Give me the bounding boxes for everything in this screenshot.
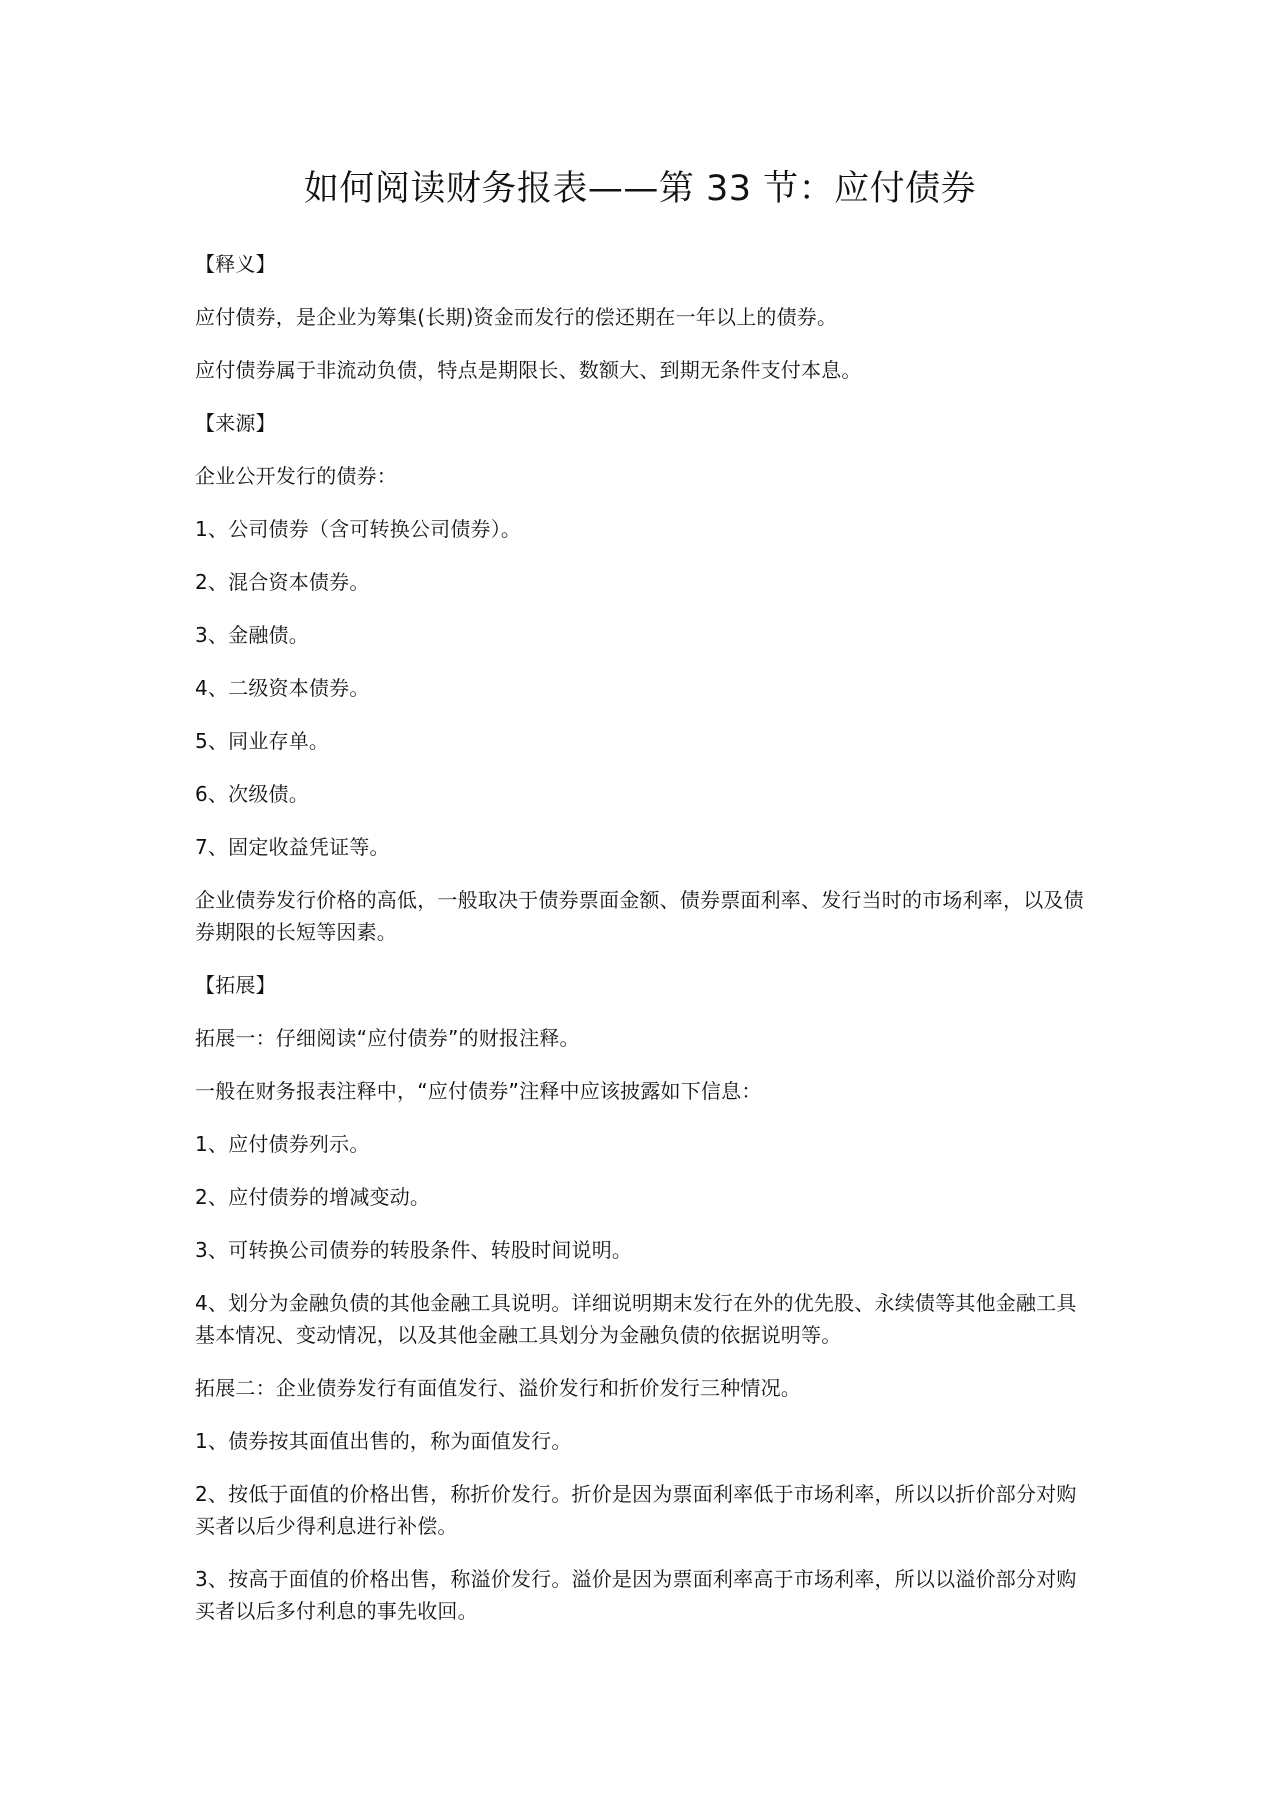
list-item: 5、同业存单。: [195, 729, 330, 753]
list-item: 4、划分为金融负债的其他金融工具说明。详细说明期末发行在外的优先股、永续债等其他金融工具基本情况、变动情况，以及其他金融工具划分为金融负债的依据说明等。: [195, 1291, 1077, 1347]
list-item: 4、二级资本债券。: [195, 676, 370, 700]
list-item: 2、按低于面值的价格出售，称折价发行。折价是因为票面利率低于市场利率，所以以折价部分对购买者以后少得利息进行补偿。: [195, 1482, 1077, 1538]
paragraph: 企业公开发行的债券：: [195, 464, 397, 488]
list-item: 2、混合资本债券。: [195, 570, 370, 594]
list-item: 1、债券按其面值出售的，称为面值发行。: [195, 1429, 572, 1453]
paragraph: 拓展一：仔细阅读“应付债券”的财报注释。: [195, 1026, 580, 1050]
list-item: 6、次级债。: [195, 782, 309, 806]
section-heading-source: 【来源】: [195, 411, 276, 435]
list-item: 7、固定收益凭证等。: [195, 835, 390, 859]
list-item: 2、应付债券的增减变动。: [195, 1185, 431, 1209]
list-item: 3、按高于面值的价格出售，称溢价发行。溢价是因为票面利率高于市场利率，所以以溢价部分对购买者以后多付利息的事先收回。: [195, 1567, 1077, 1623]
list-item: 1、应付债券列示。: [195, 1132, 370, 1156]
paragraph: 企业债券发行价格的高低，一般取决于债券票面金额、债券票面利率、发行当时的市场利率，以及债券期限的长短等因素。: [195, 888, 1084, 944]
list-item: 1、公司债券（含可转换公司债券）。: [195, 517, 522, 541]
paragraph: 应付债券，是企业为筹集(长期)资金而发行的偿还期在一年以上的债券。: [195, 305, 838, 329]
section-heading-definition: 【释义】: [195, 252, 276, 276]
paragraph: 应付债券属于非流动负债，特点是期限长、数额大、到期无条件支付本息。: [195, 358, 862, 382]
list-item: 3、金融债。: [195, 623, 309, 647]
section-heading-extension: 【拓展】: [195, 973, 276, 997]
list-item: 3、可转换公司债券的转股条件、转股时间说明。: [195, 1238, 633, 1262]
document-title: 如何阅读财务报表——第 33 节：应付债券: [303, 169, 977, 209]
paragraph: 拓展二：企业债券发行有面值发行、溢价发行和折价发行三种情况。: [195, 1376, 801, 1400]
paragraph: 一般在财务报表注释中，“应付债券”注释中应该披露如下信息：: [195, 1079, 762, 1103]
